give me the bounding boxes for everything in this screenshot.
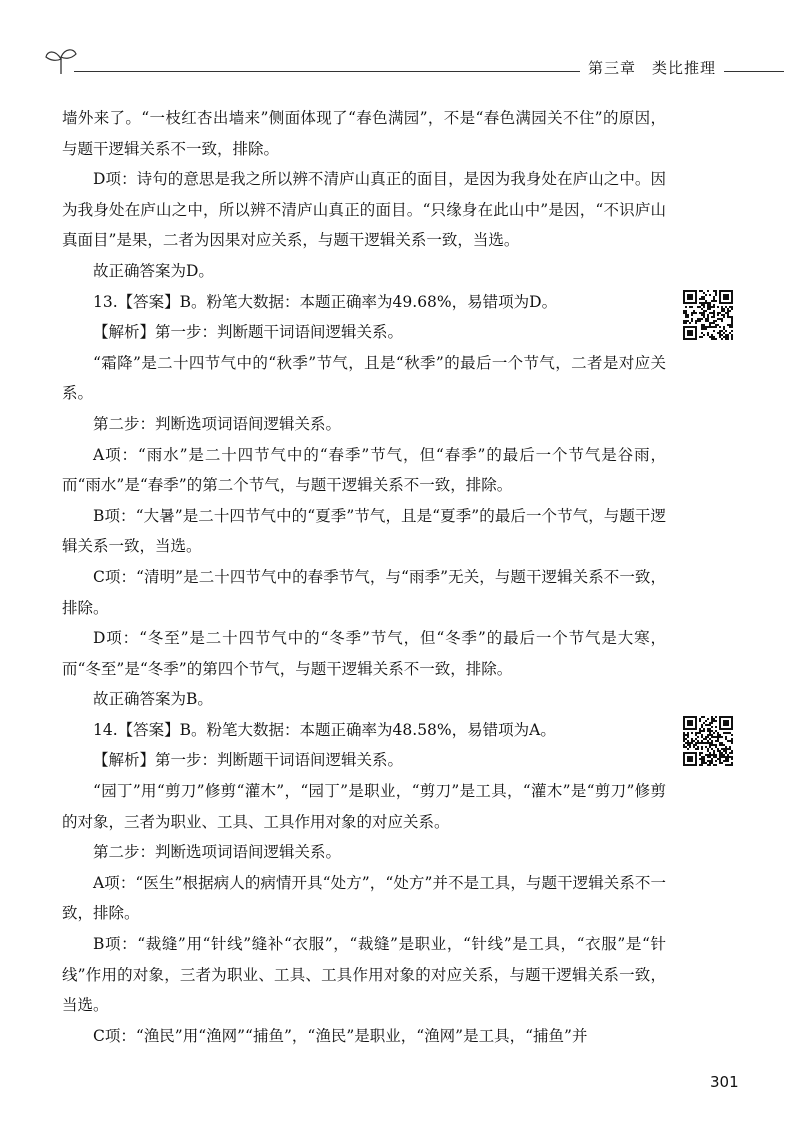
paragraph: 故正确答案为D。 [93,261,214,280]
paragraph: A项：“雨水”是二十四节气中的“春季”节气，但“春季”的最后一个节气是谷雨，而“雨水”是“春季”的第二个节气，与题干逻辑关系不一致，排除。 [62,445,666,495]
qr-code-icon[interactable] [683,290,733,340]
paragraph: 故正确答案为B。 [93,690,213,709]
page-number: 301 [710,1073,739,1091]
analysis-heading: 【解析】第一步：判断题干词语间逻辑关系。 [93,323,404,342]
paragraph: “园丁”用“剪刀”修剪“灌木”，“园丁”是职业，“剪刀”是工具，“灌木”是“剪刀”修剪的对象，三者为职业、工具、工具作用对象的对应关系。 [62,782,666,831]
paragraph: C项：“清明”是二十四节气中的春季节气，与“雨季”无关，与题干逻辑关系不一致，排除。 [62,567,666,617]
paragraph: “霜降”是二十四节气中的“秋季”节气，且是“秋季”的最后一个节气，二者是对应关系。 [62,353,666,403]
paragraph: A项：“医生”根据病人的病情开具“处方”，“处方”并不是工具，与题干逻辑关系不一致，排除。 [62,873,666,923]
sprout-icon [44,46,78,76]
body-text [62,103,666,1051]
qr-code-icon[interactable] [683,716,733,766]
analysis-heading: 【解析】第一步：判断题干词语间逻辑关系。 [93,751,404,770]
paragraph: B项：“裁缝”用“针线”缝补“衣服”，“裁缝”是职业，“针线”是工具，“衣服”是“针线”作用的对象，三者为职业、工具、工具作用对象的对应关系，与题干逻辑关系一致，当选。 [62,935,666,1015]
page-header [44,44,784,84]
paragraph: B项：“大暑”是二十四节气中的“夏季”节气，且是“夏季”的最后一个节气，与题干逻辑关系一致，当选。 [62,506,666,556]
chapter-title: 第三章 类比推理 [580,57,724,78]
paragraph: D项：“冬至”是二十四节气中的“冬季”节气，但“冬季”的最后一个节气是大寒，而“冬至”是“冬季”的第四个节气，与题干逻辑关系不一致，排除。 [62,629,666,678]
paragraph: C项：“渔民”用“渔网”“捕鱼”，“渔民”是职业，“渔网”是工具，“捕鱼”并 [93,1026,588,1045]
answer-heading: 14.【答案】B。粉笔大数据：本题正确率为48.58%，易错项为A。 [93,720,556,739]
answer-heading: 13.【答案】B。粉笔大数据：本题正确率为49.68%，易错项为D。 [93,292,558,311]
paragraph: 第二步：判断选项词语间逻辑关系。 [93,414,342,433]
paragraph: 第二步：判断选项词语间逻辑关系。 [93,843,342,862]
paragraph: D项：诗句的意思是我之所以辨不清庐山真正的面目，是因为我身处在庐山之中。因为我身处在庐山之中，所以辨不清庐山真正的面目。“只缘身在此山中”是因，“不识庐山真面目”是果，二者为因果对应关系，与题干逻辑关系一致，当选。 [62,170,666,250]
paragraph: 墙外来了。“一枝红杏出墙来”侧面体现了“春色满园”，不是“春色满园关不住”的原因，与题干逻辑关系不一致，排除。 [62,109,666,158]
